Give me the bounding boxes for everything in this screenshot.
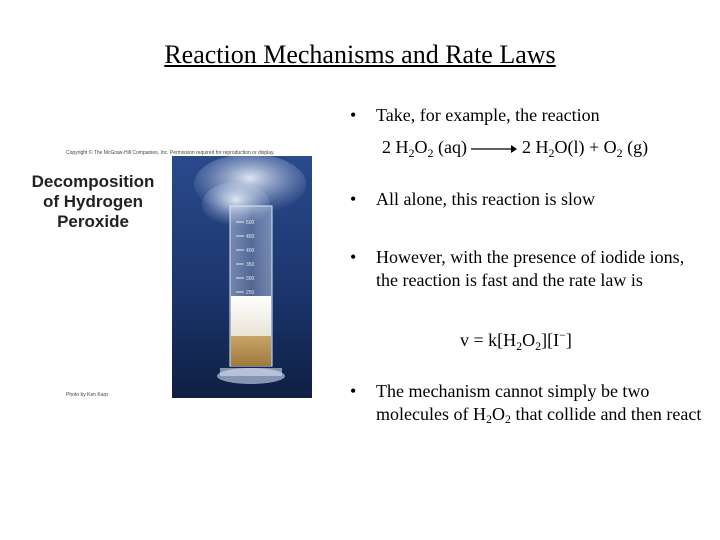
caption-line: of Hydrogen: [42, 192, 144, 211]
text-subscript: 2: [504, 412, 511, 426]
eq-term: ][I: [541, 330, 560, 350]
graduated-cylinder-photo: [172, 156, 312, 398]
bullet-dot: •: [350, 189, 357, 209]
eq-subscript: 2: [616, 146, 623, 160]
eq-subscript: 2: [408, 146, 415, 160]
cylinder-mark: 300: [246, 276, 255, 282]
eq-subscript: 2: [535, 339, 542, 353]
eq-term: (aq): [433, 137, 472, 157]
eq-term: O(l) + O: [554, 137, 617, 157]
cylinder-mark: 350: [246, 262, 255, 268]
cylinder-mark: 500: [246, 220, 255, 226]
eq-term: (g): [622, 137, 649, 157]
bullet-text: All alone, this reaction is slow: [376, 189, 595, 209]
eq-term: O: [414, 137, 428, 157]
bullet-text: However, with the presence of iodide ions, the reaction is fast and the rate law is: [376, 247, 685, 290]
cylinder-mark: 450: [246, 234, 255, 240]
eq-subscript: 2: [516, 339, 523, 353]
text-run: that collide and then react: [510, 404, 702, 424]
text-run: O: [491, 404, 505, 424]
brown-liquid: [231, 336, 271, 366]
eq-term: ]: [565, 330, 572, 350]
eq-term: O: [522, 330, 536, 350]
text-run: The mechanism cannot simply be two molecules of H: [376, 381, 650, 424]
caption-line: Decomposition: [31, 172, 155, 191]
text-subscript: 2: [485, 412, 492, 426]
figure-caption: [18, 172, 168, 232]
bullet-dot: •: [350, 247, 357, 267]
caption-line: Peroxide: [57, 212, 129, 231]
bullet-text: Take, for example, the reaction: [376, 105, 600, 125]
photo-credit: Photo by Ken Karp: [66, 392, 108, 398]
figure-copyright: Copyright © The McGraw-Hill Companies, Inc. Permission required for reproduction or display.: [66, 150, 275, 156]
decomposition-figure: [16, 146, 312, 398]
eq-term: v = k[H: [460, 330, 517, 350]
cylinder-mark: 400: [246, 248, 255, 254]
rate-law-equation: [460, 324, 572, 358]
cylinder-mark: 250: [246, 290, 255, 296]
eq-subscript: 2: [427, 146, 434, 160]
eq-superscript: −: [559, 328, 566, 342]
bullet-dot: •: [350, 105, 357, 125]
bullet-dot: •: [350, 381, 357, 401]
cylinder-foot: [220, 368, 282, 376]
bullet-text: [376, 380, 706, 431]
reaction-equation: [382, 136, 648, 165]
reaction-arrow-icon: [471, 143, 517, 155]
eq-subscript: 2: [548, 146, 555, 160]
eq-term: 2 H: [517, 137, 549, 157]
foam-column: [231, 296, 271, 336]
slide-title: Reaction Mechanisms and Rate Laws: [164, 40, 556, 69]
eq-term: 2 H: [382, 137, 409, 157]
